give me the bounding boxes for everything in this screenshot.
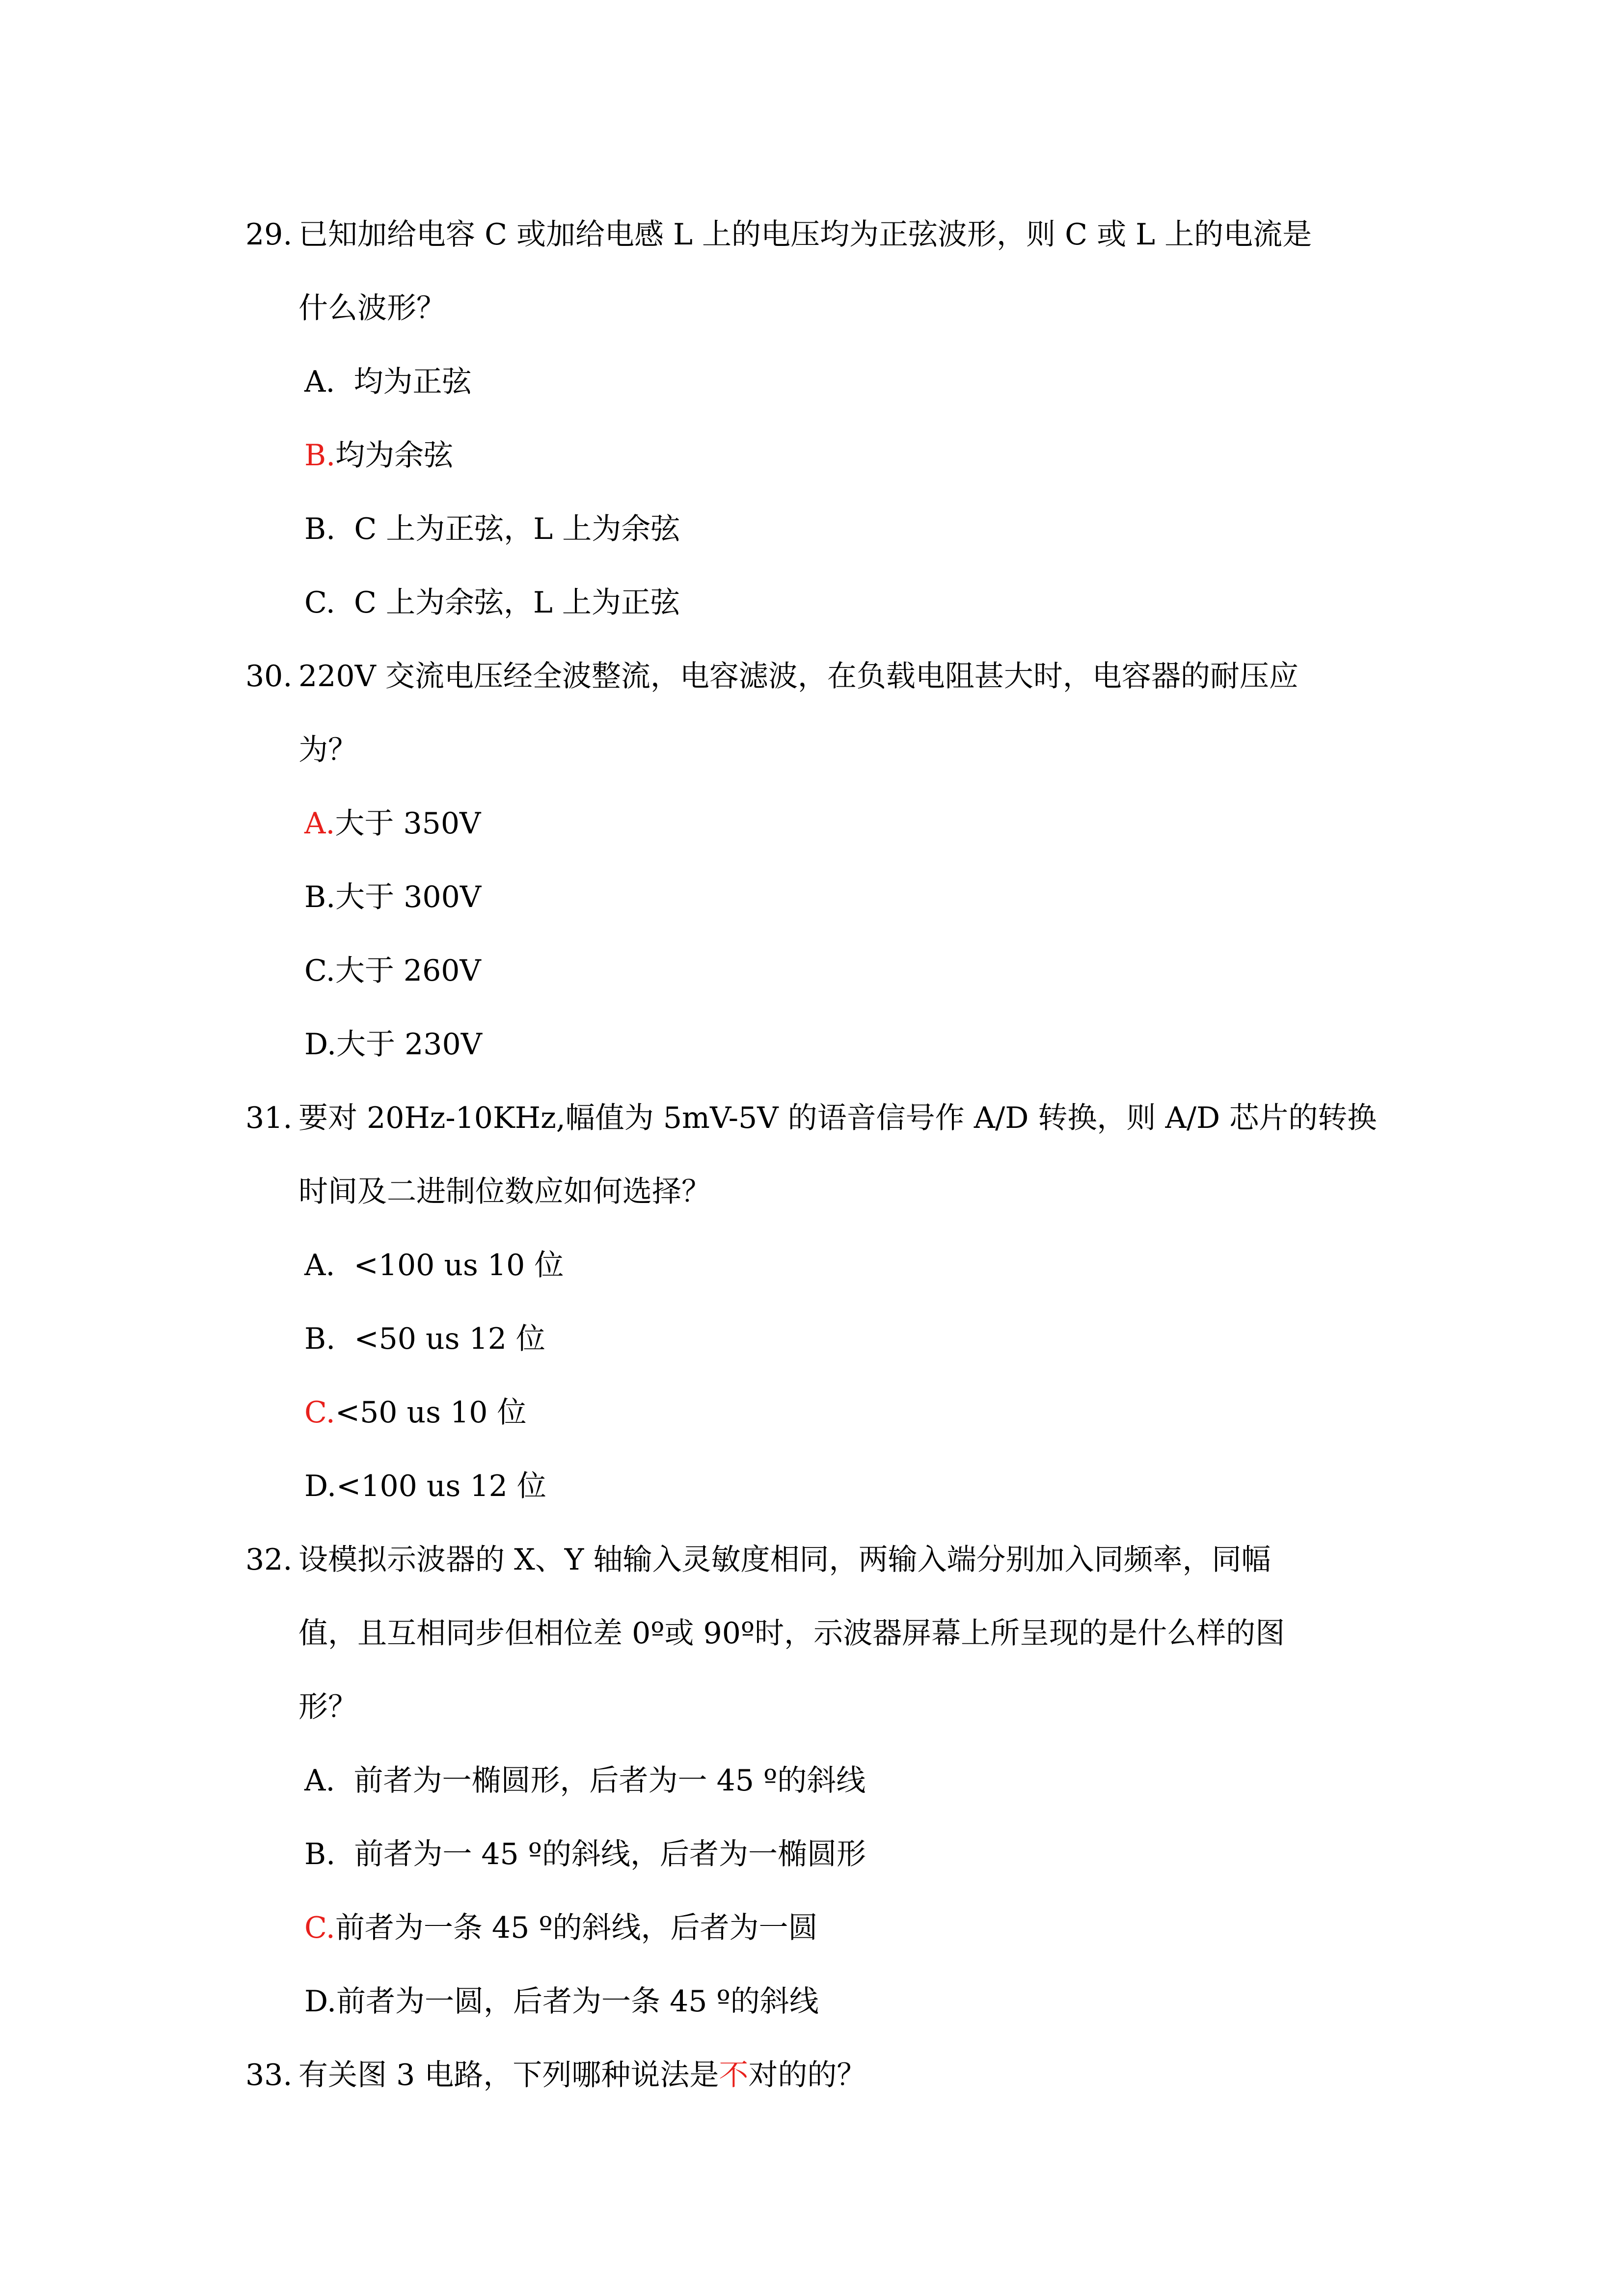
question-33-text-before: 有关图 3 电路，下列哪种说法是: [298, 2058, 719, 2092]
question-30-option-a-answer: [304, 804, 481, 843]
option-text: 大于 300V: [335, 880, 482, 914]
option-letter: A.: [304, 1248, 335, 1282]
option-text: <100 us 12 位: [336, 1469, 546, 1503]
option-letter: C.: [304, 586, 335, 620]
question-29-number: 29.: [245, 217, 293, 252]
option-text: 前者为一圆，后者为一条 45 º的斜线: [336, 1984, 819, 2019]
question-29-option-c: [304, 583, 680, 622]
question-33-number: 33.: [245, 2058, 293, 2092]
question-29-text-line-1: 已知加给电容 C 或加给电感 L 上的电压均为正弦波形，则 C 或 L 上的电流是: [298, 217, 1312, 252]
question-31-option-a: [304, 1246, 564, 1285]
question-32-text-line-3: 形？: [298, 1690, 357, 1724]
question-31-option-b: [304, 1319, 545, 1359]
question-30-option-b: [304, 878, 481, 917]
option-text: 大于 260V: [335, 954, 481, 988]
question-29-text-line-2: 什么波形？: [298, 291, 446, 325]
option-text: <100 us 10 位: [335, 1248, 564, 1282]
question-32-option-b: [304, 1835, 866, 1874]
answer-marker: C.: [304, 1911, 335, 1945]
option-text: 前者为一椭圆形，后者为一 45 º的斜线: [335, 1763, 866, 1798]
question-30-text-line-2: 为？: [298, 733, 357, 767]
answer-marker: C.: [304, 1395, 335, 1430]
question-31-text-line-2: 时间及二进制位数应如何选择？: [298, 1175, 711, 1209]
question-29-option-b-answer: [304, 436, 453, 475]
answer-marker: A.: [304, 806, 335, 841]
option-text: 均为余弦: [335, 438, 454, 473]
option-letter: D.: [304, 1469, 337, 1503]
question-31-text-line-1: 要对 20Hz-10KHz,幅值为 5mV-5V 的语音信号作 A/D 转换，则 A/D 芯片的转换: [298, 1101, 1377, 1135]
question-30-number: 30.: [245, 659, 293, 694]
question-32-option-d: [304, 1982, 819, 2021]
question-30-option-c: [304, 951, 481, 990]
option-letter: B.: [304, 880, 336, 914]
option-text: 均为正弦: [335, 365, 472, 399]
question-30-text-line-1: 220V 交流电压经全波整流，电容滤波，在负载电阻甚大时，电容器的耐压应: [298, 659, 1299, 694]
option-text: C 上为余弦，L 上为正弦: [335, 586, 680, 620]
option-letter: B.: [304, 512, 336, 546]
option-letter: D.: [304, 1984, 337, 2019]
question-32-option-c-answer: [304, 1908, 818, 1948]
option-letter: D.: [304, 1027, 337, 1062]
question-30-option-d: [304, 1025, 482, 1064]
question-33-text: [298, 2056, 866, 2095]
option-text: 大于 350V: [335, 806, 481, 841]
question-32-number: 32.: [245, 1543, 293, 1577]
question-31-option-d: [304, 1467, 546, 1506]
question-32-text-line-1: 设模拟示波器的 X、Y 轴输入灵敏度相同，两输入端分别加入同频率，同幅: [298, 1543, 1271, 1577]
question-29-option-b2: [304, 509, 680, 549]
question-31-option-c-answer: [304, 1393, 526, 1432]
answer-marker: B.: [304, 438, 336, 473]
option-text: 大于 230V: [336, 1027, 482, 1062]
question-29-option-a: [304, 362, 472, 401]
question-33-emphasis: 不: [719, 2058, 749, 2092]
option-text: C 上为正弦，L 上为余弦: [335, 512, 680, 546]
option-letter: A.: [304, 1763, 335, 1798]
question-31-number: 31.: [245, 1101, 293, 1135]
option-text: <50 us 12 位: [335, 1322, 545, 1356]
option-text: 前者为一条 45 º的斜线，后者为一圆: [335, 1911, 818, 1945]
option-letter: B.: [304, 1322, 336, 1356]
question-32-text-line-2: 值，且互相同步但相位差 0º或 90º时，示波器屏幕上所呈现的是什么样的图: [298, 1616, 1285, 1651]
question-32-option-a: [304, 1761, 866, 1800]
option-letter: B.: [304, 1837, 336, 1871]
option-text: 前者为一 45 º的斜线，后者为一椭圆形: [335, 1837, 866, 1871]
question-33-text-after: 对的的？: [748, 2058, 866, 2092]
option-letter: A.: [304, 365, 335, 399]
option-text: <50 us 10 位: [335, 1395, 527, 1430]
option-letter: C.: [304, 954, 335, 988]
